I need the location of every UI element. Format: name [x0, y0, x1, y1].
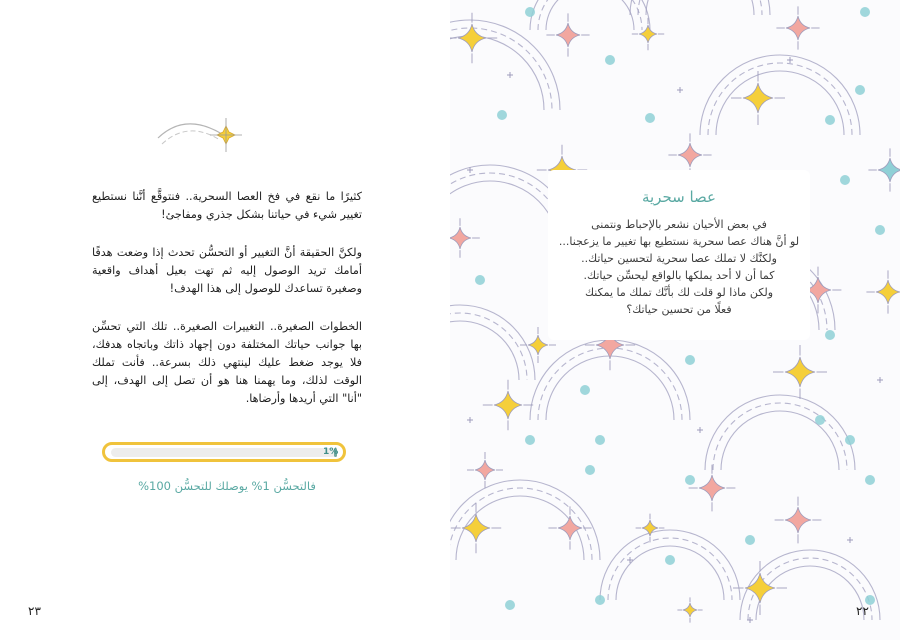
page-number-right: ٢٢	[856, 604, 869, 618]
blue-dot	[865, 475, 875, 485]
card-title: عصا سحرية	[641, 188, 717, 206]
text-card	[548, 170, 810, 340]
progress-bar	[102, 442, 346, 462]
plus-mark	[787, 57, 793, 63]
paragraph-3: الخطوات الصغيرة.. التغييرات الصغيرة.. تلك التي تحسِّن بها جوانب حياتك المختلفة دون إجهاد ذاتك وباتجاه هدفك، فلا يوجد ضغط عليك لينتهي ذلك بسرعة.. فأنت تملك الوقت لذلك، وما يهمنا هنا هو أن تصل إلى الهدف، إلى "أنا" التي أريدها وأرضاها.	[92, 320, 362, 405]
card-line: ولكنَّك لا تملك عصا سحرية لتحسين حياتك..	[581, 252, 777, 265]
arc-mark	[705, 395, 855, 470]
star-icon	[467, 452, 503, 488]
star-icon	[451, 503, 501, 553]
star-icon	[776, 6, 819, 49]
star-icon	[450, 218, 480, 258]
arc-mark	[450, 36, 544, 110]
star-icon	[866, 270, 900, 313]
tagline: فالتحسُّن 1% يوصلك للتحسُّن 100%	[138, 479, 316, 493]
arc-mark	[450, 480, 600, 560]
blue-dot	[825, 330, 835, 340]
plus-mark	[697, 427, 703, 433]
card-line: في بعض الأحيان نشعر بالإحباط ونتمنى	[591, 218, 767, 231]
star-icon	[731, 71, 785, 125]
arc-mark	[450, 305, 535, 380]
page-number-left: ٢٣	[28, 604, 41, 618]
plus-mark	[467, 417, 473, 423]
blue-dot	[685, 475, 695, 485]
blue-dot	[860, 7, 870, 17]
arc-mark	[450, 321, 519, 380]
blue-dot	[855, 85, 865, 95]
arc-mark	[638, 0, 762, 15]
blue-dot	[685, 355, 695, 365]
arc-mark	[700, 55, 860, 135]
card-text	[552, 216, 806, 318]
blue-dot	[745, 535, 755, 545]
blue-dot	[815, 415, 825, 425]
plus-mark	[847, 537, 853, 543]
plus-mark	[677, 87, 683, 93]
card-line: كما أن لا أحد يملكها بالواقع ليحسِّن حياتك.	[583, 269, 775, 282]
arc-mark	[716, 71, 844, 135]
star-icon	[775, 497, 822, 544]
arc-mark	[450, 313, 527, 380]
arc-mark	[756, 566, 864, 620]
arc-mark	[546, 0, 634, 30]
card-line: لو أنَّ هناك عصا سحرية نستطيع بها تغيير ما يزعجنا...	[558, 235, 800, 248]
paragraph-2: ولكنَّ الحقيقة أنَّ التغيير أو التحسُّن تحدث إذا وضعت هدفًا أمامك تريد الوصول إليه ثم تهت بعيل أهداف واقعية وصغيرة تساعدك للوصول إلى هذا الهدف!	[92, 246, 362, 295]
plus-mark	[507, 72, 513, 78]
star-icon	[689, 465, 736, 512]
blue-dot	[475, 275, 485, 285]
shooting-star-icon	[150, 100, 260, 160]
paragraph-1: كثيرًا ما نقع في فخ العصا السحرية.. فنتوقَّع أنَّنا نستطيع تغيير شيء في حياتنا بشكل جذري ومفاجئ!	[92, 190, 362, 221]
progress-label: 1%	[323, 447, 339, 457]
arc-mark	[713, 403, 847, 470]
star-icon	[868, 148, 900, 191]
star-icon	[632, 18, 664, 50]
blue-dot	[595, 595, 605, 605]
blue-dot	[875, 225, 885, 235]
blue-dot	[605, 55, 615, 65]
plus-mark	[877, 377, 883, 383]
star-icon	[483, 380, 533, 430]
blue-dot	[665, 555, 675, 565]
star-icon	[677, 597, 702, 622]
blue-dot	[845, 435, 855, 445]
card-line: ولكن ماذا لو قلت لك بأنَّك تملك ما يمكنك	[584, 286, 774, 299]
blue-dot	[497, 110, 507, 120]
arc-mark	[616, 546, 724, 600]
progress-track	[111, 448, 337, 457]
blue-dot	[505, 600, 515, 610]
blue-dot	[580, 385, 590, 395]
arc-mark	[646, 0, 754, 15]
blue-dot	[840, 175, 850, 185]
right-page	[450, 0, 900, 640]
blue-dot	[645, 113, 655, 123]
card-line: فعلًا من تحسين حياتك؟	[626, 303, 732, 316]
blue-dot	[585, 465, 595, 475]
star-icon	[636, 514, 665, 543]
blue-dot	[595, 435, 605, 445]
arc-mark	[630, 0, 770, 15]
star-icon	[546, 13, 589, 56]
star-icon	[773, 345, 827, 399]
blue-dot	[525, 7, 535, 17]
arc-mark	[608, 538, 732, 600]
blue-dot	[825, 115, 835, 125]
blue-dot	[525, 435, 535, 445]
